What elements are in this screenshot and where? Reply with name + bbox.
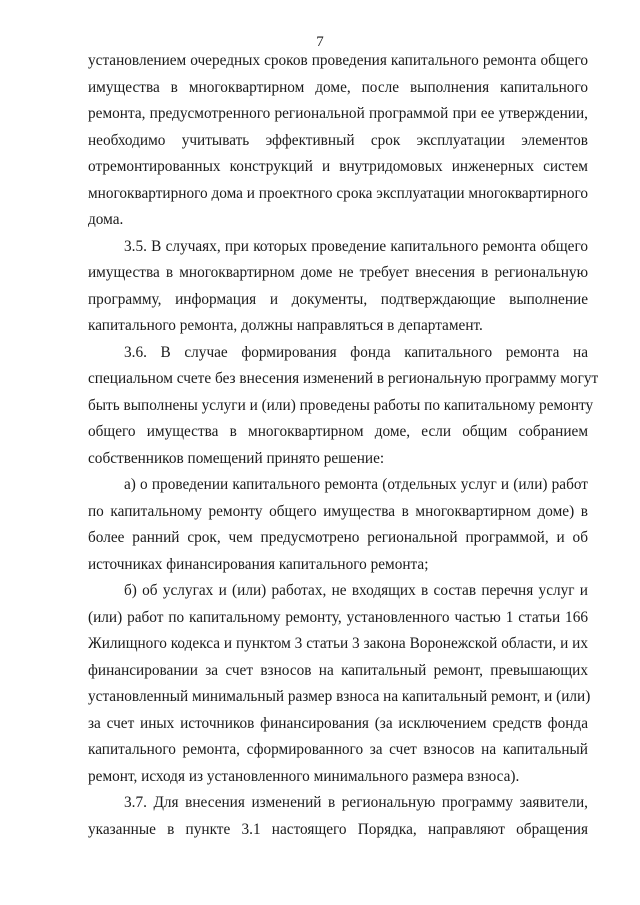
text-line: а) о проведении капитального ремонта (отдельных услуг и (или) работ xyxy=(124,476,588,493)
paragraph-3-6-a xyxy=(88,472,588,578)
text-line: более ранний срок, чем предусмотрено региональной программой, и об xyxy=(88,529,588,546)
text-line: имущества в многоквартирном доме не требует внесения в региональную xyxy=(88,264,588,281)
text-line: программу, информация и документы, подтверждающие выполнение xyxy=(88,290,588,308)
text-line: ремонта, предусмотренного региональной программой при ее утверждении, xyxy=(88,105,588,122)
text-line: 3.7. Для внесения изменений в региональную программу заявители, xyxy=(124,794,588,811)
text-line: б) об услугах и (или) работах, не входящих в состав перечня услуг и xyxy=(124,582,588,599)
text-line: указанные в пункте 3.1 настоящего Порядка, направляют обращения xyxy=(88,820,588,838)
text-line: (или) работ по капитальному ремонту, установленного частью 1 статьи 166 xyxy=(88,608,588,626)
text-line: Жилищного кодекса и пунктом 3 статьи 3 закона Воронежской области, и их xyxy=(88,635,588,652)
text-line: капитального ремонта, сформированного за счет взносов на капитальный xyxy=(88,741,588,758)
text-line: установленный минимальный размер взноса на капитальный ремонт, и (или) xyxy=(88,688,591,705)
paragraph-continuation xyxy=(88,48,588,234)
text-line: имущества в многоквартирном доме, после выполнения капитального xyxy=(88,78,588,96)
text-line: по капитальному ремонту общего имущества в многоквартирном доме) в xyxy=(88,502,588,520)
text-line: 3.5. В случаях, при которых проведение капитального ремонта общего xyxy=(124,237,588,255)
text-line: капитального ремонта, должны направляться в департамент. xyxy=(88,317,483,334)
text-line: дома. xyxy=(88,211,124,228)
text-line: специальном счете без внесения изменений в региональную программу могут xyxy=(88,370,599,387)
text-line: ремонт, исходя из установленного минимального размера взноса). xyxy=(88,767,520,785)
text-line: за счет иных источников финансирования (за исключением средств фонда xyxy=(88,714,588,732)
text-line: многоквартирного дома и проектного срока эксплуатации многоквартирного xyxy=(88,184,589,202)
text-line: финансировании за счет взносов на капитальный ремонт, превышающих xyxy=(88,661,588,679)
document-body xyxy=(88,48,599,843)
text-line: общего имущества в многоквартирном доме, если общим собранием xyxy=(88,423,588,440)
text-line: 3.6. В случае формирования фонда капитального ремонта на xyxy=(124,343,588,361)
text-line: необходимо учитывать эффективный срок эксплуатации элементов xyxy=(88,131,588,149)
paragraph-3-6-b xyxy=(88,578,591,790)
text-line: отремонтированных конструкций и внутридомовых инженерных систем xyxy=(88,158,588,175)
page-number: 7 xyxy=(316,34,324,50)
paragraph-3-5 xyxy=(88,234,588,340)
paragraph-3-6 xyxy=(88,340,599,473)
paragraph-3-7 xyxy=(88,790,588,843)
text-line: источниках финансирования капитального ремонта; xyxy=(88,555,429,573)
text-line: собственников помещений принято решение: xyxy=(88,449,385,467)
text-line: быть выполнены услуги и (или) проведены работы по капитальному ремонту xyxy=(88,396,594,414)
text-line: установлением очередных сроков проведения капитального ремонта общего xyxy=(88,52,588,69)
